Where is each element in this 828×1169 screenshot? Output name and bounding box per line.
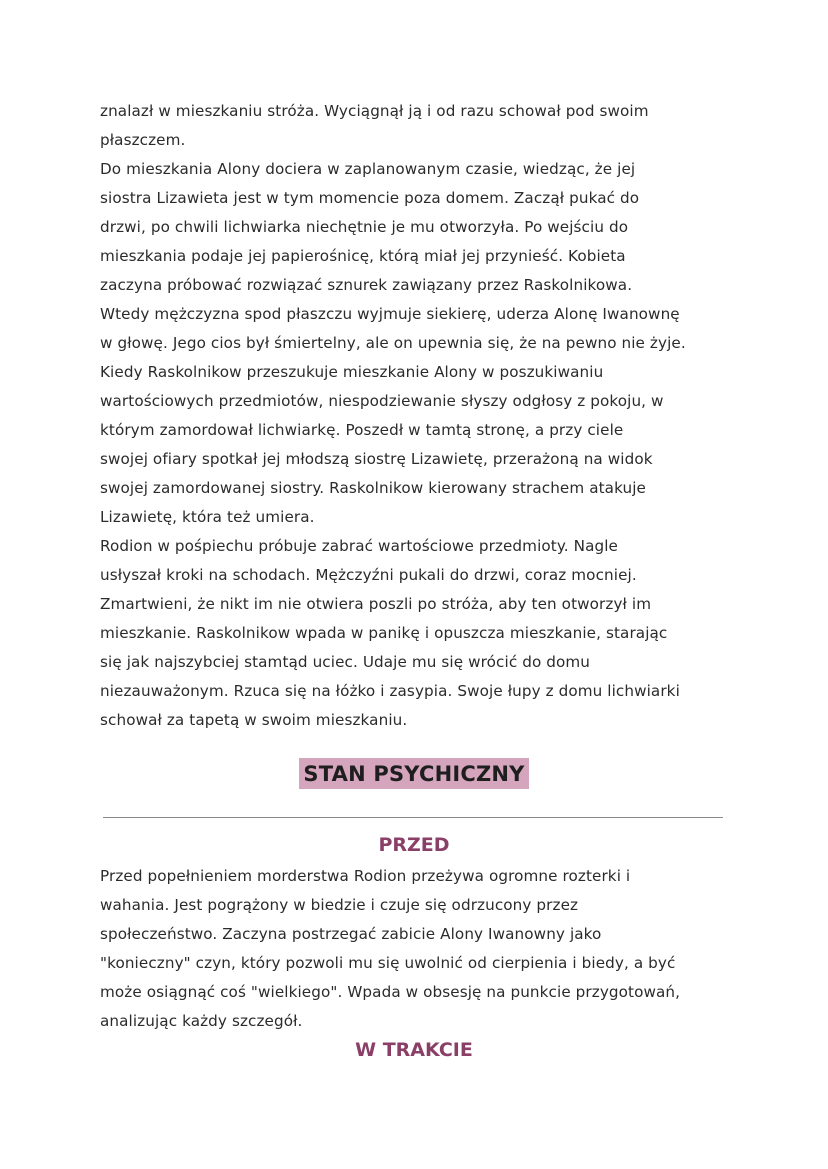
text-line: analizując każdy szczegół. [100,1012,303,1030]
text-line: Zmartwieni, że nikt im nie otwiera poszli po stróża, aby ten otworzył im [100,595,652,613]
horizontal-divider [103,817,723,818]
text-line: może osiągnąć coś "wielkiego". Wpada w obsesję na punkcie przygotowań, [100,983,681,1001]
text-line: którym zamordował lichwiarkę. Poszedł w tamtą stronę, a przy ciele [100,421,624,439]
text-line: swojej zamordowanej siostry. Raskolnikow kierowany strachem atakuje [100,479,646,497]
text-line: schował za tapetą w swoim mieszkaniu. [100,711,408,729]
przed-section [100,862,740,1036]
text-line: mieszkanie. Raskolnikow wpada w panikę i opuszcza mieszkanie, starając [100,624,668,642]
text-line: znalazł w mieszkaniu stróża. Wyciągnął ją i od razu schował pod swoim [100,102,649,120]
text-line: mieszkania podaje jej papierośnicę, którą miał jej przynieść. Kobieta [100,247,626,265]
text-line: drzwi, po chwili lichwiarka niechętnie je mu otworzyła. Po wejściu do [100,218,629,236]
text-line: "konieczny" czyn, który pozwoli mu się uwolnić od cierpienia i biedy, a być [100,954,676,972]
subheading-w-trakcie: W TRAKCIE [355,1039,473,1061]
text-line: się jak najszybciej stamtąd uciec. Udaje mu się wrócić do domu [100,653,591,671]
subheading-przed: PRZED [378,834,450,856]
text-line: niezauważonym. Rzuca się na łóżko i zasypia. Swoje łupy z domu lichwiarki [100,682,680,700]
text-line: siostra Lizawieta jest w tym momencie poza domem. Zaczął pukać do [100,189,640,207]
text-line: Wtedy mężczyzna spod płaszczu wyjmuje siekierę, uderza Alonę Iwanownę [100,305,680,323]
text-line: Do mieszkania Alony dociera w zaplanowanym czasie, wiedząc, że jej [100,160,636,178]
narrative-section [100,97,740,735]
text-line: swojej ofiary spotkał jej młodszą siostrę Lizawietę, przerażoną na widok [100,450,653,468]
text-line: Kiedy Raskolnikow przeszukuje mieszkanie Alony w poszukiwaniu [100,363,604,381]
text-line: Lizawietę, która też umiera. [100,508,315,526]
text-line: Rodion w pośpiechu próbuje zabrać wartościowe przedmioty. Nagle [100,537,618,555]
text-line: wahania. Jest pogrążony w biedzie i czuje się odrzucony przez [100,896,579,914]
text-line: płaszczem. [100,131,186,149]
text-line: Przed popełnieniem morderstwa Rodion przeżywa ogromne rozterki i [100,867,631,885]
text-line: w głowę. Jego cios był śmiertelny, ale on upewnia się, że na pewno nie żyje. [100,334,686,352]
text-line: wartościowych przedmiotów, niespodziewanie słyszy odgłosy z pokoju, w [100,392,664,410]
text-line: zaczyna próbować rozwiązać sznurek zawiązany przez Raskolnikowa. [100,276,633,294]
section-banner [0,758,828,789]
section-title: STAN PSYCHICZNY [299,758,528,789]
text-line: społeczeństwo. Zaczyna postrzegać zabicie Alony Iwanowny jako [100,925,602,943]
text-line: usłyszał kroki na schodach. Mężczyźni pukali do drzwi, coraz mocniej. [100,566,637,584]
